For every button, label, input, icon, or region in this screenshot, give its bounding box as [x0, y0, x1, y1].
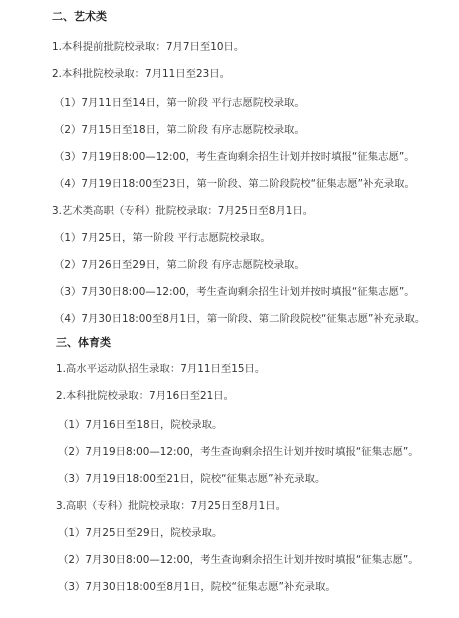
art-section2-item: （4）7月19日18:00至23日，第一阶段、第二阶段院校“征集志愿”补充录取。	[54, 178, 415, 190]
sports-section2-item: （3）7月19日18:00至21日，院校“征集志愿”补充录取。	[58, 473, 326, 485]
art-section1-title: 1.本科提前批院校录取：7月7日至10日。	[52, 41, 245, 53]
art-section3-item: （2）7月26日至29日，第二阶段 有序志愿院校录取。	[54, 259, 305, 271]
art-section2-item: （2）7月15日至18日，第二阶段 有序志愿院校录取。	[54, 124, 305, 136]
sports-section3-title: 3.高职（专科）批院校录取：7月25日至8月1日。	[56, 500, 286, 512]
sports-section2-item: （2）7月19日8:00—12:00，考生查询剩余招生计划并按时填报“征集志愿”。	[58, 446, 419, 458]
sports-section1-title: 1.高水平运动队招生录取：7月11日至15日。	[56, 363, 266, 375]
sports-section3-item: （1）7月25日至29日，院校录取。	[58, 527, 223, 539]
art-section2-item: （3）7月19日8:00—12:00，考生查询剩余招生计划并按时填报“征集志愿”。	[54, 151, 415, 163]
art-heading: 二、艺术类	[52, 10, 107, 23]
sports-heading: 三、体育类	[56, 336, 111, 349]
art-section2-title: 2.本科批院校录取：7月11日至23日。	[52, 68, 231, 80]
sports-section2-item: （1）7月16日至18日，院校录取。	[58, 419, 223, 431]
art-section2-item: （1）7月11日至14日，第一阶段 平行志愿院校录取。	[54, 97, 305, 109]
sports-section3-item: （3）7月30日18:00至8月1日，院校“征集志愿”补充录取。	[58, 581, 336, 593]
art-section3-title: 3.艺术类高职（专科）批院校录取：7月25日至8月1日。	[52, 205, 314, 217]
art-section3-item: （1）7月25日，第一阶段 平行志愿院校录取。	[54, 232, 271, 244]
sports-section2-title: 2.本科批院校录取：7月16日至21日。	[56, 390, 235, 402]
art-section3-item: （4）7月30日18:00至8月1日，第一阶段、第二阶段院校“征集志愿”补充录取。	[54, 313, 426, 325]
sports-section3-item: （2）7月30日8:00—12:00，考生查询剩余招生计划并按时填报“征集志愿”。	[58, 554, 419, 566]
art-section3-item: （3）7月30日8:00—12:00，考生查询剩余招生计划并按时填报“征集志愿”。	[54, 286, 415, 298]
